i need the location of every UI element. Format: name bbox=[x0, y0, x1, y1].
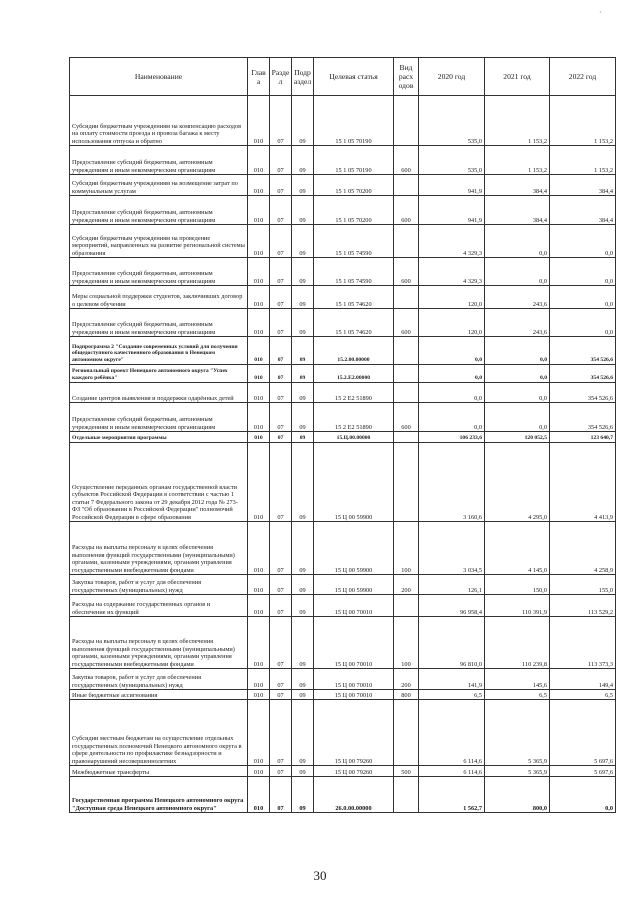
cell-razdel: 07 bbox=[270, 286, 292, 309]
cell-podrazdel: 09 bbox=[292, 595, 314, 617]
cell-2022: 0,0 bbox=[550, 777, 616, 813]
cell-vid bbox=[394, 337, 419, 365]
cell-2022: 0,0 bbox=[550, 225, 616, 258]
cell-vid: 600 bbox=[394, 309, 419, 337]
col-2022-header: 2022 год bbox=[550, 58, 616, 96]
cell-2021: 384,4 bbox=[485, 196, 550, 225]
cell-statya: 15 Ц 00 70010 bbox=[314, 669, 394, 690]
cell-2021: 243,6 bbox=[485, 309, 550, 337]
cell-razdel: 07 bbox=[270, 522, 292, 575]
cell-2020: 4 329,3 bbox=[419, 258, 485, 286]
cell-2020: 941,9 bbox=[419, 196, 485, 225]
cell-2021: 0,0 bbox=[485, 383, 550, 403]
cell-2022: 354 526,6 bbox=[550, 365, 616, 383]
cell-razdel: 07 bbox=[270, 337, 292, 365]
cell-2020: 535,0 bbox=[419, 96, 485, 146]
cell-2021: 4 145,0 bbox=[485, 522, 550, 575]
cell-glava: 010 bbox=[248, 432, 270, 443]
cell-statya: 15 1 05 74590 bbox=[314, 225, 394, 258]
cell-2022: 6,5 bbox=[550, 690, 616, 700]
cell-podrazdel: 09 bbox=[292, 432, 314, 443]
cell-podrazdel: 09 bbox=[292, 617, 314, 669]
cell-2021: 4 295,0 bbox=[485, 443, 550, 522]
cell-razdel: 07 bbox=[270, 700, 292, 766]
cell-glava: 010 bbox=[248, 700, 270, 766]
cell-2021: 0,0 bbox=[485, 365, 550, 383]
cell-podrazdel: 09 bbox=[292, 522, 314, 575]
cell-glava: 010 bbox=[248, 309, 270, 337]
cell-name: Государственная программа Ненецкого автономного округа "Доступная среда Ненецкого автономного округа" bbox=[70, 777, 248, 813]
cell-vid bbox=[394, 96, 419, 146]
table-row bbox=[70, 146, 616, 175]
cell-name: Осуществление переданных органам государственной власти субъектов Российской Федерации в соответствии с частью 1 статьи 7 Федерального закона от 29 декабря 2012 года № 273-ФЗ "Об образовании в Российской Федерации" полномочий Российской Федерации в сфере образования bbox=[70, 443, 248, 522]
col-vid-header: Вид расх одов bbox=[394, 58, 419, 96]
cell-2020: 6,5 bbox=[419, 690, 485, 700]
cell-name: Субсидии бюджетным учреждениям на компенсацию расходов на оплату стоимости проезда и провоза багажа к месту использования отпуска и обратно bbox=[70, 96, 248, 146]
cell-razdel: 07 bbox=[270, 175, 292, 196]
cell-podrazdel: 09 bbox=[292, 403, 314, 432]
table-row bbox=[70, 337, 616, 365]
cell-podrazdel: 09 bbox=[292, 365, 314, 383]
cell-2020: 6 114,6 bbox=[419, 766, 485, 777]
cell-glava: 010 bbox=[248, 225, 270, 258]
cell-2020: 0,0 bbox=[419, 337, 485, 365]
cell-name: Меры социальной поддержки студентов, заключивших договор о целевом обучении bbox=[70, 286, 248, 309]
cell-vid bbox=[394, 777, 419, 813]
cell-statya: 15 Ц 00 70010 bbox=[314, 595, 394, 617]
cell-name: Региональный проект Ненецкого автономного округа "Успех каждого ребёнка" bbox=[70, 365, 248, 383]
cell-podrazdel: 09 bbox=[292, 575, 314, 595]
table-row bbox=[70, 225, 616, 258]
cell-glava: 010 bbox=[248, 669, 270, 690]
cell-vid bbox=[394, 595, 419, 617]
table-row bbox=[70, 777, 616, 813]
cell-razdel: 07 bbox=[270, 258, 292, 286]
cell-razdel: 07 bbox=[270, 383, 292, 403]
cell-statya: 15 1 05 74620 bbox=[314, 309, 394, 337]
cell-razdel: 07 bbox=[270, 617, 292, 669]
cell-podrazdel: 09 bbox=[292, 258, 314, 286]
cell-glava: 010 bbox=[248, 383, 270, 403]
cell-2022: 354 526,6 bbox=[550, 403, 616, 432]
cell-vid bbox=[394, 225, 419, 258]
cell-name: Субсидии местным бюджетам на осуществление отдельных государственных полномочий Ненецкого автономного округа в сфере деятельности по профилактике безнадзорности и правонарушений несовершеннолетних bbox=[70, 700, 248, 766]
cell-name: Отдельные мероприятия программы bbox=[70, 432, 248, 443]
cell-podrazdel: 09 bbox=[292, 175, 314, 196]
cell-2022: 4 258,9 bbox=[550, 522, 616, 575]
cell-2020: 0,0 bbox=[419, 403, 485, 432]
cell-vid: 100 bbox=[394, 617, 419, 669]
cell-podrazdel: 09 bbox=[292, 777, 314, 813]
cell-2021: 0,0 bbox=[485, 225, 550, 258]
cell-statya: 15.2.00.00000 bbox=[314, 337, 394, 365]
cell-2020: 96 810,0 bbox=[419, 617, 485, 669]
cell-2020: 3 034,5 bbox=[419, 522, 485, 575]
table-row bbox=[70, 443, 616, 522]
cell-vid: 800 bbox=[394, 690, 419, 700]
cell-razdel: 07 bbox=[270, 432, 292, 443]
cell-glava: 010 bbox=[248, 575, 270, 595]
cell-2020: 120,0 bbox=[419, 286, 485, 309]
table-row bbox=[70, 617, 616, 669]
cell-glava: 010 bbox=[248, 146, 270, 175]
cell-vid bbox=[394, 286, 419, 309]
cell-name: Расходы на содержание государственных органов и обеспечение их функций bbox=[70, 595, 248, 617]
cell-2021: 110 391,9 bbox=[485, 595, 550, 617]
cell-razdel: 07 bbox=[270, 309, 292, 337]
cell-podrazdel: 09 bbox=[292, 196, 314, 225]
cell-2022: 384,4 bbox=[550, 196, 616, 225]
cell-vid bbox=[394, 383, 419, 403]
cell-2022: 113 373,3 bbox=[550, 617, 616, 669]
col-2020-header: 2020 год bbox=[419, 58, 485, 96]
cell-2021: 110 239,8 bbox=[485, 617, 550, 669]
cell-2021: 1 153,2 bbox=[485, 96, 550, 146]
cell-name: Расходы на выплаты персоналу в целях обеспечения выполнения функций государственными (муниципальными) органами, казенными учреждениями, органами управления государственными внебюджетными фондами bbox=[70, 522, 248, 575]
cell-podrazdel: 09 bbox=[292, 443, 314, 522]
cell-statya: 15 1 05 70200 bbox=[314, 196, 394, 225]
cell-vid: 600 bbox=[394, 403, 419, 432]
cell-vid bbox=[394, 365, 419, 383]
cell-2021: 5 365,9 bbox=[485, 766, 550, 777]
cell-statya: 15 1 05 70200 bbox=[314, 175, 394, 196]
cell-vid: 600 bbox=[394, 258, 419, 286]
cell-statya: 15.2.E2.00000 bbox=[314, 365, 394, 383]
col-2021-header: 2021 год bbox=[485, 58, 550, 96]
cell-statya: 15 Ц 00 79260 bbox=[314, 766, 394, 777]
cell-glava: 010 bbox=[248, 777, 270, 813]
col-statya-header: Целевая статья bbox=[314, 58, 394, 96]
cell-2022: 1 153,2 bbox=[550, 146, 616, 175]
table-row bbox=[70, 432, 616, 443]
cell-vid: 600 bbox=[394, 196, 419, 225]
cell-name: Предоставление субсидий бюджетным, автономным учреждениям и иным некоммерческим организациям bbox=[70, 146, 248, 175]
cell-razdel: 07 bbox=[270, 669, 292, 690]
corner-mark: ´ bbox=[599, 10, 602, 20]
cell-statya: 15 Ц 00 79260 bbox=[314, 700, 394, 766]
cell-2021: 6,5 bbox=[485, 690, 550, 700]
cell-2020: 4 329,3 bbox=[419, 225, 485, 258]
cell-statya: 15 Ц 00 59900 bbox=[314, 522, 394, 575]
cell-razdel: 07 bbox=[270, 196, 292, 225]
cell-name: Предоставление субсидий бюджетным, автономным учреждениям и иным некоммерческим организациям bbox=[70, 196, 248, 225]
cell-podrazdel: 09 bbox=[292, 96, 314, 146]
cell-2022: 113 529,2 bbox=[550, 595, 616, 617]
cell-podrazdel: 09 bbox=[292, 309, 314, 337]
cell-glava: 010 bbox=[248, 766, 270, 777]
cell-podrazdel: 09 bbox=[292, 337, 314, 365]
cell-2020: 141,9 bbox=[419, 669, 485, 690]
col-glava-header: Глав а bbox=[248, 58, 270, 96]
cell-razdel: 07 bbox=[270, 225, 292, 258]
cell-2022: 0,0 bbox=[550, 286, 616, 309]
cell-vid bbox=[394, 443, 419, 522]
cell-2021: 0,0 bbox=[485, 337, 550, 365]
cell-vid bbox=[394, 432, 419, 443]
cell-name: Подпрограмма 2 "Создание современных условий для получения общедоступного качественного образования в Ненецком автономном округе" bbox=[70, 337, 248, 365]
cell-glava: 010 bbox=[248, 196, 270, 225]
cell-name: Предоставление субсидий бюджетным, автономным учреждениям и иным некоммерческим организациям bbox=[70, 309, 248, 337]
cell-2022: 5 697,6 bbox=[550, 700, 616, 766]
cell-razdel: 07 bbox=[270, 575, 292, 595]
cell-statya: 15 1 05 70190 bbox=[314, 146, 394, 175]
cell-vid: 500 bbox=[394, 766, 419, 777]
cell-razdel: 07 bbox=[270, 777, 292, 813]
table-row bbox=[70, 595, 616, 617]
cell-2022: 0,0 bbox=[550, 309, 616, 337]
cell-name: Создание центров выявления и поддержки одарённых детей bbox=[70, 383, 248, 403]
cell-2020: 6 114,6 bbox=[419, 700, 485, 766]
table-row bbox=[70, 403, 616, 432]
table-row bbox=[70, 383, 616, 403]
cell-name: Субсидии бюджетным учреждениям на проведение мероприятий, направленных на развитие региональной системы образования bbox=[70, 225, 248, 258]
cell-podrazdel: 09 bbox=[292, 700, 314, 766]
cell-vid: 200 bbox=[394, 669, 419, 690]
table-row bbox=[70, 175, 616, 196]
cell-podrazdel: 09 bbox=[292, 286, 314, 309]
table-row bbox=[70, 196, 616, 225]
table-row bbox=[70, 690, 616, 700]
table-row bbox=[70, 258, 616, 286]
cell-2022: 149,4 bbox=[550, 669, 616, 690]
cell-glava: 010 bbox=[248, 337, 270, 365]
cell-2020: 106 233,6 bbox=[419, 432, 485, 443]
cell-statya: 15 2 E2 51890 bbox=[314, 383, 394, 403]
cell-2020: 120,0 bbox=[419, 309, 485, 337]
cell-2020: 1 562,7 bbox=[419, 777, 485, 813]
cell-glava: 010 bbox=[248, 690, 270, 700]
cell-glava: 010 bbox=[248, 522, 270, 575]
cell-2020: 941,9 bbox=[419, 175, 485, 196]
cell-2022: 4 413,9 bbox=[550, 443, 616, 522]
cell-statya: 15 2 E2 51890 bbox=[314, 403, 394, 432]
cell-2022: 155,0 bbox=[550, 575, 616, 595]
cell-vid: 100 bbox=[394, 522, 419, 575]
cell-2022: 5 697,6 bbox=[550, 766, 616, 777]
cell-statya: 15 Ц 00 59900 bbox=[314, 575, 394, 595]
table-row bbox=[70, 286, 616, 309]
cell-razdel: 07 bbox=[270, 595, 292, 617]
cell-razdel: 07 bbox=[270, 146, 292, 175]
table-header bbox=[70, 58, 616, 96]
table-row bbox=[70, 309, 616, 337]
cell-glava: 010 bbox=[248, 258, 270, 286]
cell-statya: 15.Ц.00.00000 bbox=[314, 432, 394, 443]
cell-2020: 535,0 bbox=[419, 146, 485, 175]
cell-glava: 010 bbox=[248, 365, 270, 383]
cell-vid bbox=[394, 175, 419, 196]
cell-razdel: 07 bbox=[270, 443, 292, 522]
cell-podrazdel: 09 bbox=[292, 669, 314, 690]
cell-2021: 1 153,2 bbox=[485, 146, 550, 175]
cell-2022: 123 640,7 bbox=[550, 432, 616, 443]
cell-2020: 96 958,4 bbox=[419, 595, 485, 617]
cell-name: Субсидии бюджетным учреждениям на возмещение затрат по коммунальным услугам bbox=[70, 175, 248, 196]
table-row bbox=[70, 669, 616, 690]
cell-glava: 010 bbox=[248, 595, 270, 617]
col-podrazdel-header: Подр аздел bbox=[292, 58, 314, 96]
cell-name: Закупка товаров, работ и услуг для обеспечения государственных (муниципальных) нужд bbox=[70, 669, 248, 690]
cell-name: Закупка товаров, работ и услуг для обеспечения государственных (муниципальных) нужд bbox=[70, 575, 248, 595]
cell-glava: 010 bbox=[248, 617, 270, 669]
cell-2021: 145,6 bbox=[485, 669, 550, 690]
cell-podrazdel: 09 bbox=[292, 225, 314, 258]
col-name-header: Наименование bbox=[70, 58, 248, 96]
table-row bbox=[70, 700, 616, 766]
cell-2021: 243,6 bbox=[485, 286, 550, 309]
cell-glava: 010 bbox=[248, 96, 270, 146]
cell-razdel: 07 bbox=[270, 403, 292, 432]
cell-razdel: 07 bbox=[270, 766, 292, 777]
cell-vid: 600 bbox=[394, 146, 419, 175]
cell-glava: 010 bbox=[248, 443, 270, 522]
table-row bbox=[70, 575, 616, 595]
cell-2020: 0,0 bbox=[419, 383, 485, 403]
cell-2021: 120 052,5 bbox=[485, 432, 550, 443]
cell-statya: 15 Ц 00 59900 bbox=[314, 443, 394, 522]
cell-statya: 26.0.00.00000 bbox=[314, 777, 394, 813]
cell-podrazdel: 09 bbox=[292, 766, 314, 777]
cell-vid bbox=[394, 700, 419, 766]
table-row bbox=[70, 365, 616, 383]
cell-vid: 200 bbox=[394, 575, 419, 595]
cell-podrazdel: 09 bbox=[292, 146, 314, 175]
cell-podrazdel: 09 bbox=[292, 383, 314, 403]
cell-2022: 354 526,6 bbox=[550, 337, 616, 365]
budget-table bbox=[69, 57, 616, 813]
cell-2021: 384,4 bbox=[485, 175, 550, 196]
cell-2022: 0,0 bbox=[550, 258, 616, 286]
cell-2021: 800,0 bbox=[485, 777, 550, 813]
cell-podrazdel: 09 bbox=[292, 690, 314, 700]
cell-name: Межбюджетные трансферты bbox=[70, 766, 248, 777]
table-body bbox=[70, 96, 616, 813]
cell-statya: 15 1 05 74620 bbox=[314, 286, 394, 309]
col-razdel-header: Разде л bbox=[270, 58, 292, 96]
cell-name: Предоставление субсидий бюджетным, автономным учреждениям и иным некоммерческим организациям bbox=[70, 403, 248, 432]
cell-2022: 354 526,6 bbox=[550, 383, 616, 403]
cell-2021: 0,0 bbox=[485, 258, 550, 286]
cell-2021: 0,0 bbox=[485, 403, 550, 432]
cell-name: Расходы на выплаты персоналу в целях обеспечения выполнения функций государственными (муниципальными) органами, казенными учреждениями, органами управления государственными внебюджетными фондами bbox=[70, 617, 248, 669]
cell-glava: 010 bbox=[248, 286, 270, 309]
cell-2022: 384,4 bbox=[550, 175, 616, 196]
cell-2021: 150,0 bbox=[485, 575, 550, 595]
table-row bbox=[70, 96, 616, 146]
cell-razdel: 07 bbox=[270, 365, 292, 383]
cell-razdel: 07 bbox=[270, 690, 292, 700]
cell-2022: 1 153,2 bbox=[550, 96, 616, 146]
cell-2020: 126,1 bbox=[419, 575, 485, 595]
page-number: 30 bbox=[313, 868, 327, 883]
cell-2020: 3 160,6 bbox=[419, 443, 485, 522]
cell-razdel: 07 bbox=[270, 96, 292, 146]
cell-name: Иные бюджетные ассигнования bbox=[70, 690, 248, 700]
cell-glava: 010 bbox=[248, 403, 270, 432]
cell-glava: 010 bbox=[248, 175, 270, 196]
cell-name: Предоставление субсидий бюджетным, автономным учреждениям и иным некоммерческим организациям bbox=[70, 258, 248, 286]
table-row bbox=[70, 522, 616, 575]
cell-statya: 15 1 05 70190 bbox=[314, 96, 394, 146]
cell-statya: 15 Ц 00 70010 bbox=[314, 617, 394, 669]
cell-statya: 15 Ц 00 70010 bbox=[314, 690, 394, 700]
cell-2021: 5 365,9 bbox=[485, 700, 550, 766]
cell-2020: 0,0 bbox=[419, 365, 485, 383]
table-row bbox=[70, 766, 616, 777]
cell-statya: 15 1 05 74590 bbox=[314, 258, 394, 286]
